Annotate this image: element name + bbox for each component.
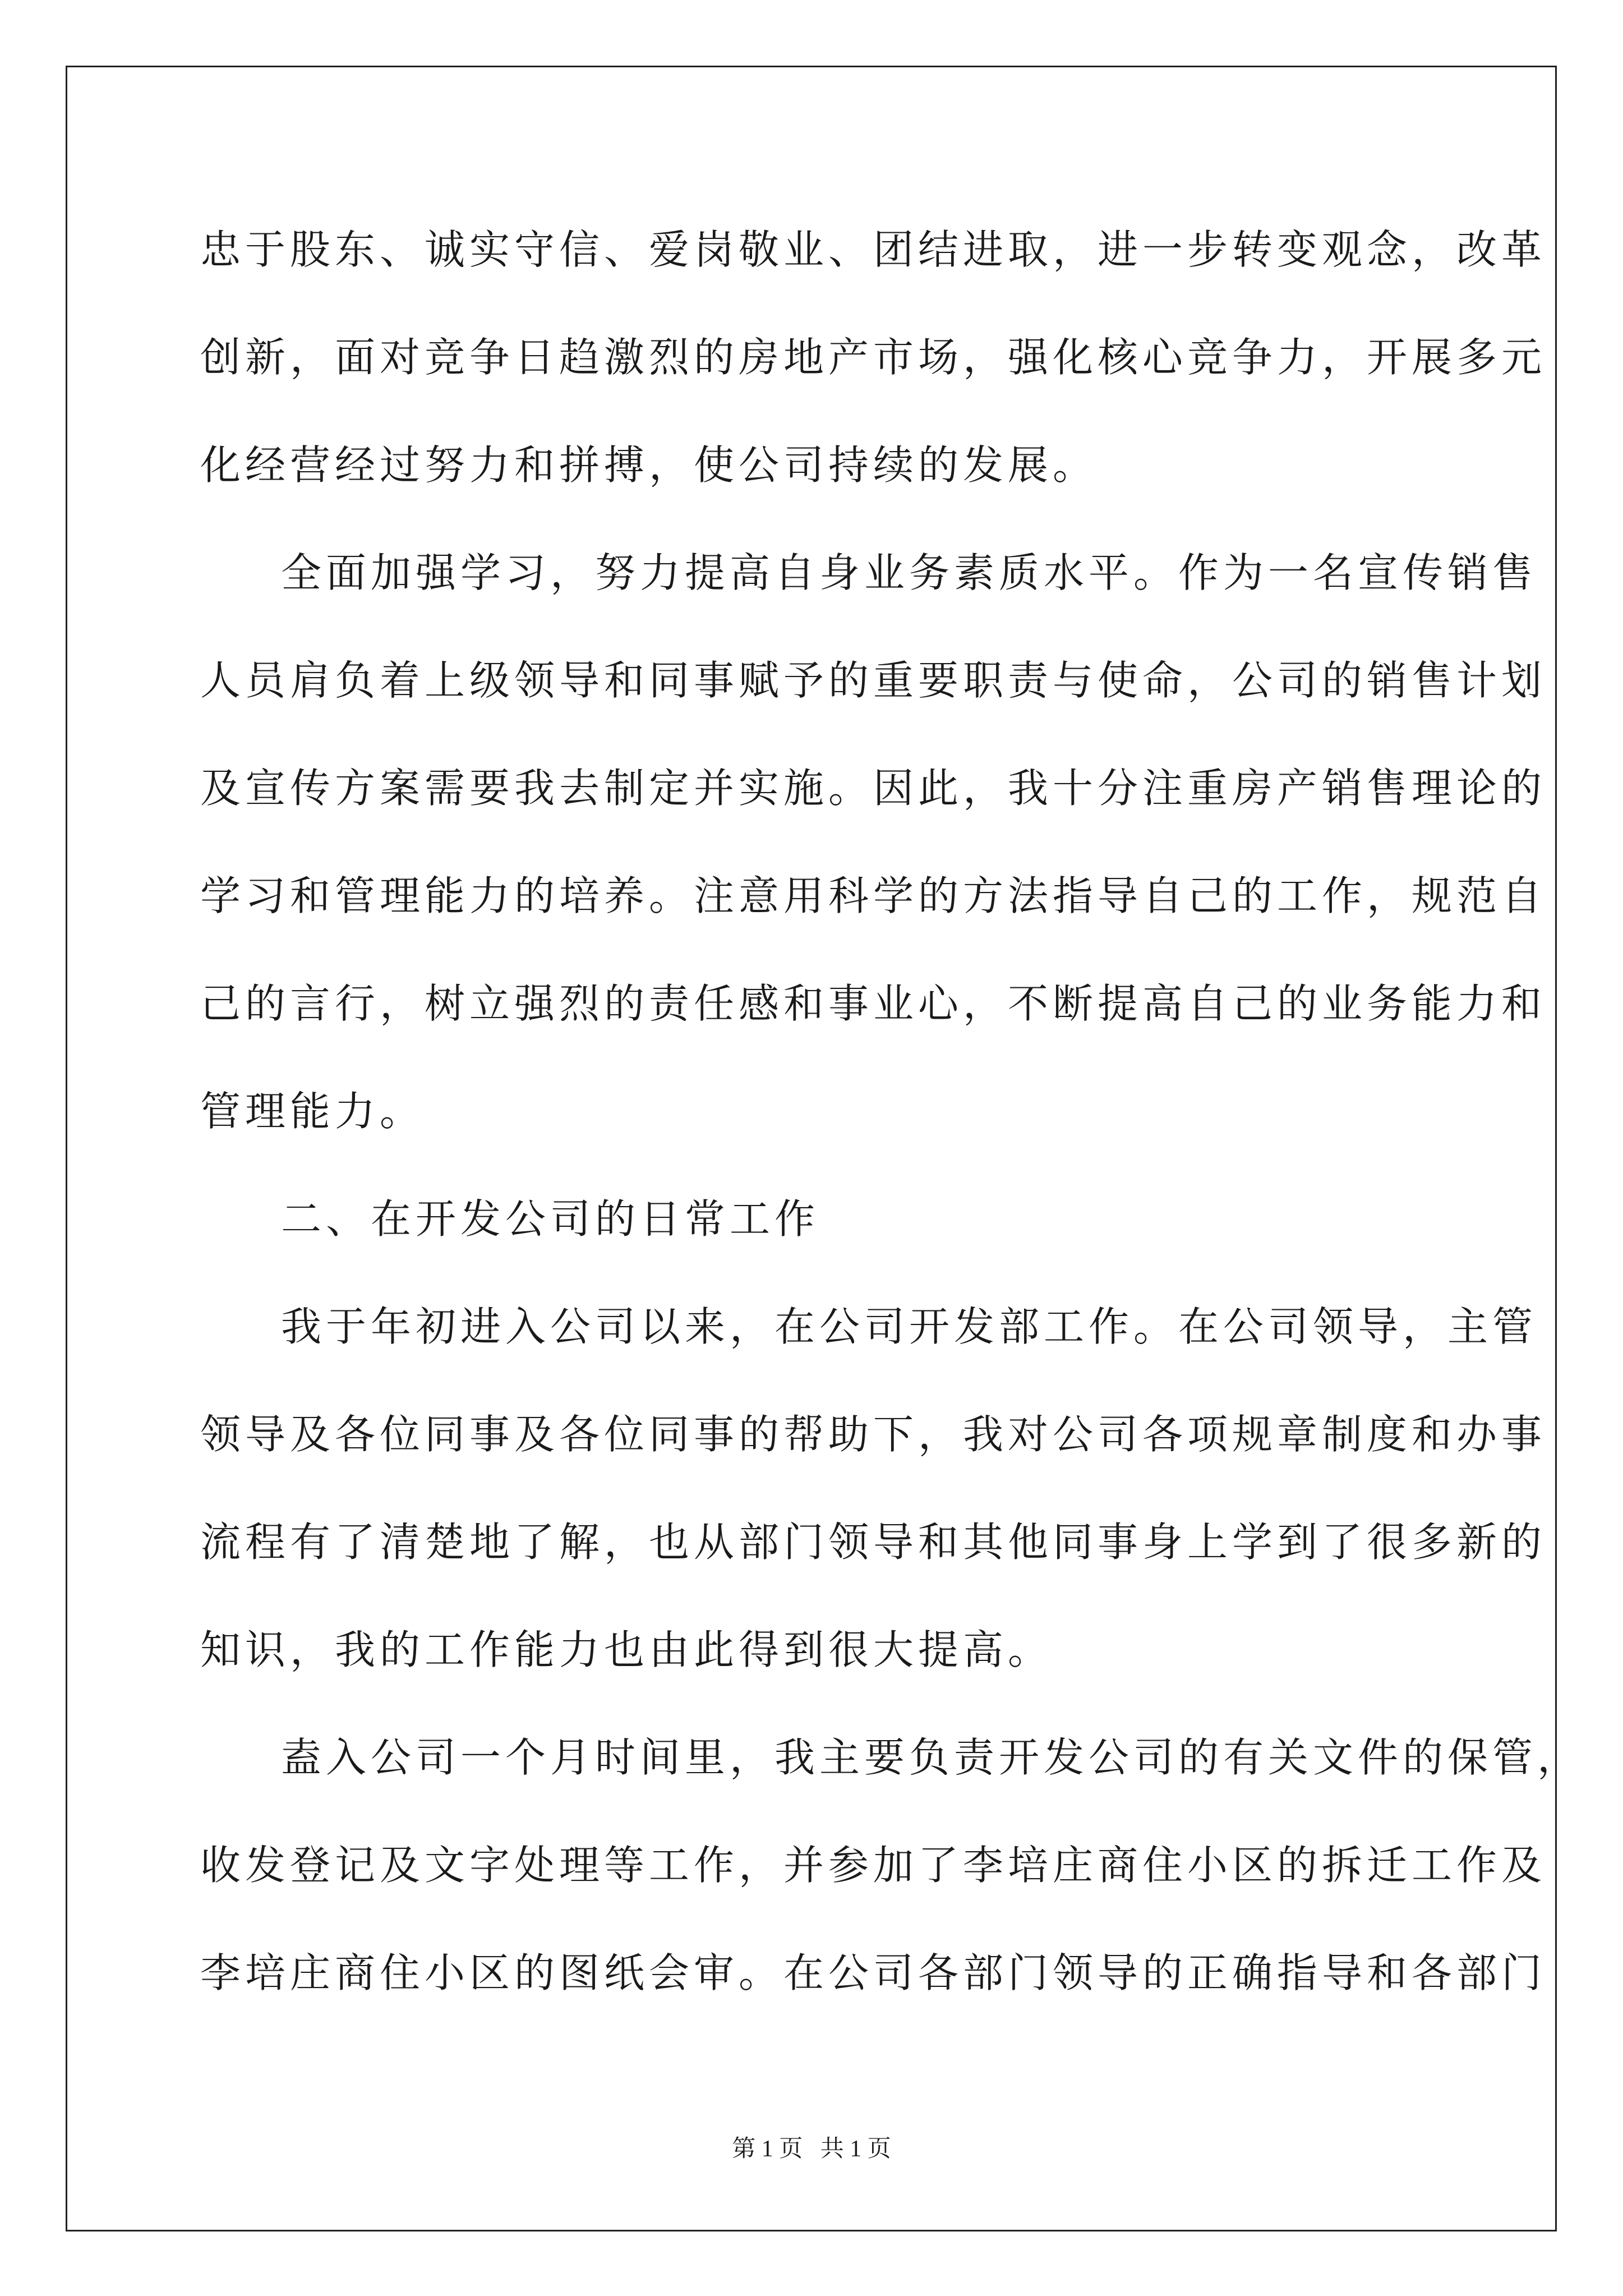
text-line: 己的言行，树立强烈的责任感和事业心，不断提高自己的业务能力和 [200, 980, 1547, 1027]
text-line: 人员肩负着上级领导和同事赋予的重要职责与使命，公司的销售计划 [200, 657, 1547, 704]
paragraph-first-line: 我于年初进入公司以来，在公司开发部工作。在公司领导，主管 [281, 1303, 1538, 1350]
text-line: 及宣传方案需要我去制定并实施。因此，我十分注重房产销售理论的 [200, 765, 1547, 812]
text-line: 学习和管理能力的培养。注意用科学的方法指导自己的工作，规范自 [200, 872, 1547, 919]
page-number-footer: 第 1 页 共 1 页 [732, 2136, 891, 2162]
page-border [66, 66, 1583, 2231]
text-line: 领导及各位同事及各位同事的帮助下，我对公司各项规章制度和办事 [200, 1411, 1547, 1458]
text-line: 忠于股东、诚实守信、爱岗敬业、团结进取，进一步转变观念，改革 [200, 226, 1547, 273]
section-heading: 二、在开发公司的日常工作 [281, 1195, 820, 1243]
text-line: 管理能力。 [200, 1088, 425, 1135]
text-line: 知识，我的工作能力也由此得到很大提高。 [200, 1626, 1053, 1673]
text-line: 流程有了清楚地了解，也从部门领导和其他同事身上学到了很多新的 [200, 1519, 1547, 1566]
text-line: 收发登记及文字处理等工作，并参加了李培庄商住小区的拆迁工作及 [200, 1842, 1547, 1889]
text-line: 创新，面对竞争日趋激烈的房地产市场，强化核心竞争力，开展多元 [200, 334, 1547, 381]
paragraph-first-line: 盍入公司一个月时间里，我主要负责开发公司的有关文件的保管， [281, 1734, 1583, 1781]
text-line: 化经营经过努力和拼搏，使公司持续的发展。 [200, 441, 1098, 489]
paragraph-first-line: 全面加强学习，努力提高自身业务素质水平。作为一名宣传销售 [281, 549, 1538, 596]
text-line: 李培庄商住小区的图纸会审。在公司各部门领导的正确指导和各部门 [200, 1949, 1547, 1996]
